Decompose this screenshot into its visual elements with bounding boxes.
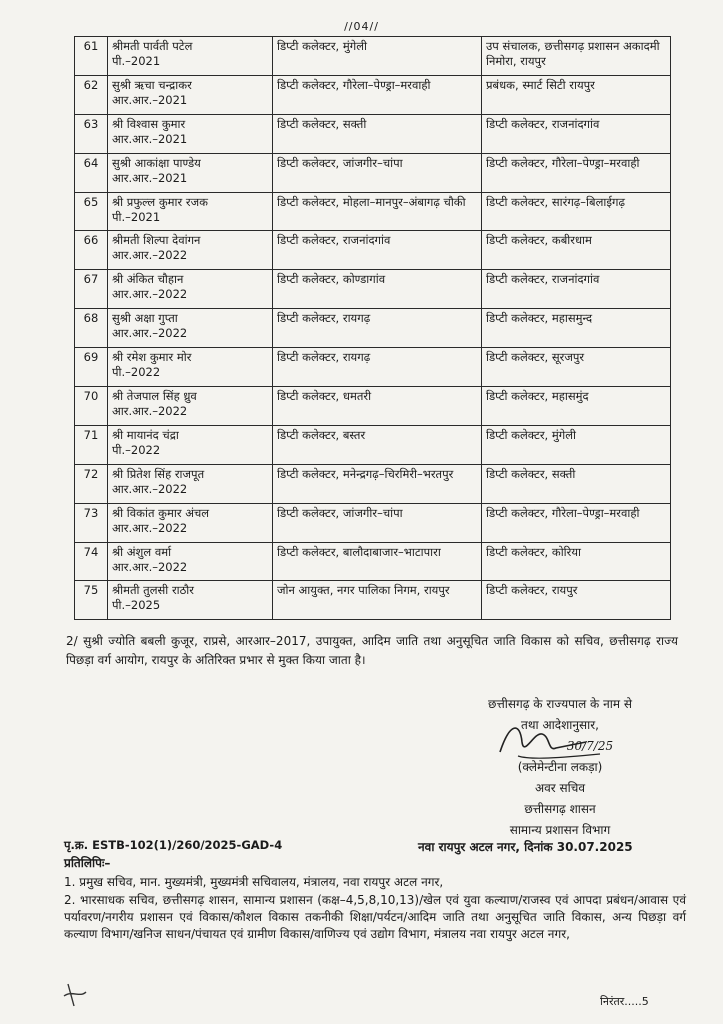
officer-name-cell xyxy=(108,37,273,76)
serial-number-text: 68 xyxy=(83,311,99,326)
serial-number-text: 63 xyxy=(83,116,99,131)
current-posting-cell xyxy=(273,270,482,309)
serial-number-text: 62 xyxy=(83,77,99,92)
table-row xyxy=(75,464,671,503)
table-row xyxy=(75,425,671,464)
current-posting-cell xyxy=(273,542,482,581)
new-posting-cell xyxy=(482,231,671,270)
new-posting-text: डिप्टी कलेक्टर, महासमुंद xyxy=(486,389,589,404)
current-posting-cell xyxy=(273,348,482,387)
current-posting-text: डिप्टी कलेक्टर, रायगढ़ xyxy=(277,311,371,326)
note-paragraph: 2/ सुश्री ज्योति बबली कुजूर, राप्रसे, आरआर–2017, उपायुक्त, आदिम जाति तथा अनुसूचित जाति विकास को सचिव, छत्तीसगढ़ राज्य पिछड़ा वर्ग आयोग, रायपुर के अतिरिक्त प्रभार से मुक्त किया जाता है। xyxy=(66,634,678,667)
current-posting-text: डिप्टी कलेक्टर, राजनांदगांव xyxy=(277,233,391,248)
service-batch-text: पी.–2025 xyxy=(112,598,161,613)
order-reference: पृ.क्र. ESTB-102(1)/260/2025-GAD-4 xyxy=(64,838,283,852)
new-posting-text: डिप्टी कलेक्टर, गौरेला–पेण्ड्रा–मरवाही xyxy=(486,505,640,520)
new-posting-text: डिप्टी कलेक्टर, गौरेला–पेण्ड्रा–मरवाही xyxy=(486,155,640,170)
officer-name-text: श्रीमती तुलसी राठौर xyxy=(112,583,194,598)
officer-name-text: श्री अंकित चौहान xyxy=(112,272,184,287)
officer-name-text: श्री अंशुल वर्मा xyxy=(112,544,172,559)
serial-number-cell xyxy=(75,503,108,542)
service-batch-text: पी.–2022 xyxy=(112,442,161,457)
new-posting-cell xyxy=(482,37,671,76)
serial-number-cell xyxy=(75,37,108,76)
current-posting-text: डिप्टी कलेक्टर, मनेन्द्रगढ़–चिरमिरी–भरतपुर xyxy=(277,466,454,481)
current-posting-text: डिप्टी कलेक्टर, सक्ती xyxy=(277,116,367,131)
table-row xyxy=(75,348,671,387)
current-posting-cell xyxy=(273,425,482,464)
serial-number-text: 73 xyxy=(83,505,99,520)
continued-marker: निरंतर.....5 xyxy=(600,995,649,1008)
new-posting-text: डिप्टी कलेक्टर, सूरजपुर xyxy=(486,350,585,365)
serial-number-text: 64 xyxy=(83,155,99,170)
new-posting-text: डिप्टी कलेक्टर, कोरिया xyxy=(486,544,582,559)
signatory-designation: अवर सचिव xyxy=(534,781,586,795)
table-row xyxy=(75,581,671,620)
current-posting-text: डिप्टी कलेक्टर, मुंगेली xyxy=(277,39,367,53)
serial-number-cell xyxy=(75,75,108,114)
current-posting-cell xyxy=(273,387,482,426)
officer-name-text: श्री प्रितेश सिंह राजपूत xyxy=(112,466,205,481)
current-posting-text: डिप्टी कलेक्टर, जांजगीर–चांपा xyxy=(277,155,403,170)
service-batch-text: आर.आर.–2022 xyxy=(112,559,188,574)
current-posting-text: डिप्टी कलेक्टर, बालौदाबाजार–भाटापारा xyxy=(277,544,441,559)
serial-number-text: 70 xyxy=(83,389,99,404)
signature-line-2: तथा आदेशानुसार, xyxy=(521,718,599,732)
officer-name-text: सुश्री अक्षा गुप्ता xyxy=(112,311,178,326)
service-batch-text: पी.–2022 xyxy=(112,365,161,380)
officer-name-text: श्री मायानंद चंद्रा xyxy=(112,427,179,442)
new-posting-text: उप संचालक, छत्तीसगढ़ प्रशासन अकादमी निमोरा, रायपुर xyxy=(486,39,660,68)
serial-number-cell xyxy=(75,153,108,192)
current-posting-text: डिप्टी कलेक्टर, बस्तर xyxy=(277,427,366,442)
current-posting-text: डिप्टी कलेक्टर, धमतरी xyxy=(277,389,372,404)
current-posting-cell xyxy=(273,37,482,76)
officer-name-cell xyxy=(108,192,273,231)
serial-number-cell xyxy=(75,309,108,348)
service-batch-text: आर.आर.–2021 xyxy=(112,170,188,185)
current-posting-cell xyxy=(273,581,482,620)
officer-name-cell xyxy=(108,114,273,153)
serial-number-text: 69 xyxy=(83,350,99,365)
new-posting-cell xyxy=(482,542,671,581)
serial-number-text: 61 xyxy=(83,39,99,53)
officer-name-cell xyxy=(108,231,273,270)
new-posting-cell xyxy=(482,114,671,153)
service-batch-text: आर.आर.–2022 xyxy=(112,520,188,535)
table-row xyxy=(75,37,671,76)
service-batch-text: आर.आर.–2022 xyxy=(112,248,188,263)
officer-name-text: श्री तेजपाल सिंह ध्रुव xyxy=(112,389,197,404)
officer-name-text: सुश्री ऋचा चन्द्राकर xyxy=(112,77,192,92)
current-posting-cell xyxy=(273,309,482,348)
serial-number-text: 75 xyxy=(83,583,99,598)
current-posting-text: जोन आयुक्त, नगर पालिका निगम, रायपुर xyxy=(277,583,450,598)
service-batch-text: आर.आर.–2021 xyxy=(112,131,188,146)
new-posting-text: डिप्टी कलेक्टर, सक्ती xyxy=(486,466,576,481)
new-posting-cell xyxy=(482,348,671,387)
current-posting-text: डिप्टी कलेक्टर, मोहला–मानपुर–अंबागढ़ चौकी xyxy=(277,194,466,209)
table-row xyxy=(75,309,671,348)
officer-name-cell xyxy=(108,348,273,387)
serial-number-text: 65 xyxy=(83,194,99,209)
current-posting-text: डिप्टी कलेक्टर, जांजगीर–चांपा xyxy=(277,505,403,520)
table-row xyxy=(75,192,671,231)
table-row xyxy=(75,114,671,153)
signatory-department: सामान्य प्रशासन विभाग xyxy=(509,823,611,837)
copy-to-list xyxy=(64,874,686,944)
officer-name-cell xyxy=(108,387,273,426)
service-batch-text: आर.आर.–2022 xyxy=(112,326,188,341)
table-row xyxy=(75,75,671,114)
serial-number-cell xyxy=(75,192,108,231)
current-posting-cell xyxy=(273,503,482,542)
serial-number-cell xyxy=(75,231,108,270)
table-row xyxy=(75,542,671,581)
table-row xyxy=(75,503,671,542)
signature-line-1: छत्तीसगढ़ के राज्यपाल के नाम से xyxy=(488,697,632,711)
copy-item-2: 2. भारसाधक सचिव, छत्तीसगढ़ शासन, सामान्य प्रशासन (कक्ष–4,5,8,10,13)/खेल एवं युवा कल्याण/राजस्व एवं आपदा प्रबंधन/आवास एवं पर्यावरण/नगरीय प्रशासन एवं विकास/कौशल विकास तकनीकी शिक्षा/पर्यटन/आदिम जाति तथा अनुसूचित जाति विकास, अन्य पिछड़ा वर्ग कल्याण विभाग/खनिज साधन/पंचायत एवं ग्रामीण विकास/वाणिज्य एवं उद्योग विभाग, मंत्रालय नवा रायपुर अटल नगर, xyxy=(64,893,686,941)
new-posting-cell xyxy=(482,464,671,503)
officer-name-text: सुश्री आकांक्षा पाण्डेय xyxy=(112,155,201,170)
current-posting-cell xyxy=(273,75,482,114)
service-batch-text: आर.आर.–2022 xyxy=(112,481,188,496)
new-posting-text: डिप्टी कलेक्टर, कबीरधाम xyxy=(486,233,592,248)
officer-name-text: श्री विश्वास कुमार xyxy=(112,116,186,131)
copy-item-1: 1. प्रमुख सचिव, मान. मुख्यमंत्री, मुख्यमंत्री सचिवालय, मंत्रालय, नवा रायपुर अटल नगर, xyxy=(64,875,444,889)
current-posting-text: डिप्टी कलेक्टर, रायगढ़ xyxy=(277,350,371,365)
serial-number-text: 66 xyxy=(83,233,99,248)
officer-name-text: श्री विकांत कुमार अंचल xyxy=(112,505,210,520)
officer-name-cell xyxy=(108,581,273,620)
officer-name-cell xyxy=(108,542,273,581)
new-posting-cell xyxy=(482,425,671,464)
service-batch-text: पी.–2021 xyxy=(112,209,161,224)
new-posting-text: डिप्टी कलेक्टर, रायपुर xyxy=(486,583,578,598)
service-batch-text: पी.–2021 xyxy=(112,54,161,68)
officer-name-text: श्री रमेश कुमार मोर xyxy=(112,350,192,365)
signature-scribble-icon xyxy=(490,712,620,772)
new-posting-text: डिप्टी कलेक्टर, मुंगेली xyxy=(486,427,576,442)
officer-name-cell xyxy=(108,503,273,542)
current-posting-cell xyxy=(273,153,482,192)
current-posting-text: डिप्टी कलेक्टर, गौरेला–पेण्ड्रा–मरवाही xyxy=(277,77,431,92)
service-batch-text: आर.आर.–2022 xyxy=(112,404,188,419)
officer-name-cell xyxy=(108,464,273,503)
table-row xyxy=(75,387,671,426)
current-posting-cell xyxy=(273,231,482,270)
serial-number-cell xyxy=(75,114,108,153)
new-posting-text: डिप्टी कलेक्टर, महासमुन्द xyxy=(486,311,593,326)
table-row xyxy=(75,231,671,270)
new-posting-text: डिप्टी कलेक्टर, राजनांदगांव xyxy=(486,116,600,131)
initial-mark-icon xyxy=(60,980,90,1010)
table-row xyxy=(75,153,671,192)
table-row xyxy=(75,270,671,309)
serial-number-text: 72 xyxy=(83,466,99,481)
serial-number-text: 67 xyxy=(83,272,99,287)
officer-name-cell xyxy=(108,425,273,464)
new-posting-cell xyxy=(482,309,671,348)
page-number: //04// xyxy=(344,20,379,33)
new-posting-text: प्रबंधक, स्मार्ट सिटी रायपुर xyxy=(486,77,595,92)
service-batch-text: आर.आर.–2021 xyxy=(112,92,188,107)
serial-number-text: 71 xyxy=(83,427,99,442)
signatory-government: छत्तीसगढ़ शासन xyxy=(524,802,596,816)
officer-name-text: श्रीमती पार्वती पटेल xyxy=(112,39,193,53)
new-posting-text: डिप्टी कलेक्टर, सारंगढ़–बिलाईगढ़ xyxy=(486,194,625,209)
serial-number-cell xyxy=(75,464,108,503)
new-posting-cell xyxy=(482,581,671,620)
copy-to-label: प्रतिलिपिः– xyxy=(64,856,111,870)
current-posting-cell xyxy=(273,464,482,503)
serial-number-cell xyxy=(75,542,108,581)
officer-name-cell xyxy=(108,309,273,348)
new-posting-cell xyxy=(482,387,671,426)
officer-name-text: श्री प्रफुल्ल कुमार रजक xyxy=(112,194,208,209)
signatory-name: (क्लेमेन्टीना लकड़ा) xyxy=(517,760,603,774)
new-posting-text: डिप्टी कलेक्टर, राजनांदगांव xyxy=(486,272,600,287)
current-posting-cell xyxy=(273,114,482,153)
new-posting-cell xyxy=(482,270,671,309)
new-posting-cell xyxy=(482,153,671,192)
serial-number-text: 74 xyxy=(83,544,99,559)
serial-number-cell xyxy=(75,425,108,464)
current-posting-text: डिप्टी कलेक्टर, कोण्डागांव xyxy=(277,272,386,287)
service-batch-text: आर.आर.–2022 xyxy=(112,287,188,302)
signature-date-scrawl: 30/7/25 xyxy=(566,739,614,753)
serial-number-cell xyxy=(75,387,108,426)
officer-name-cell xyxy=(108,75,273,114)
officer-name-cell xyxy=(108,270,273,309)
transfer-table xyxy=(74,36,671,620)
order-place-date: नवा रायपुर अटल नगर, दिनांक 30.07.2025 xyxy=(418,840,633,854)
officer-name-text: श्रीमती शिल्पा देवांगन xyxy=(112,233,201,248)
serial-number-cell xyxy=(75,270,108,309)
serial-number-cell xyxy=(75,581,108,620)
current-posting-cell xyxy=(273,192,482,231)
new-posting-cell xyxy=(482,192,671,231)
serial-number-cell xyxy=(75,348,108,387)
new-posting-cell xyxy=(482,503,671,542)
officer-name-cell xyxy=(108,153,273,192)
new-posting-cell xyxy=(482,75,671,114)
